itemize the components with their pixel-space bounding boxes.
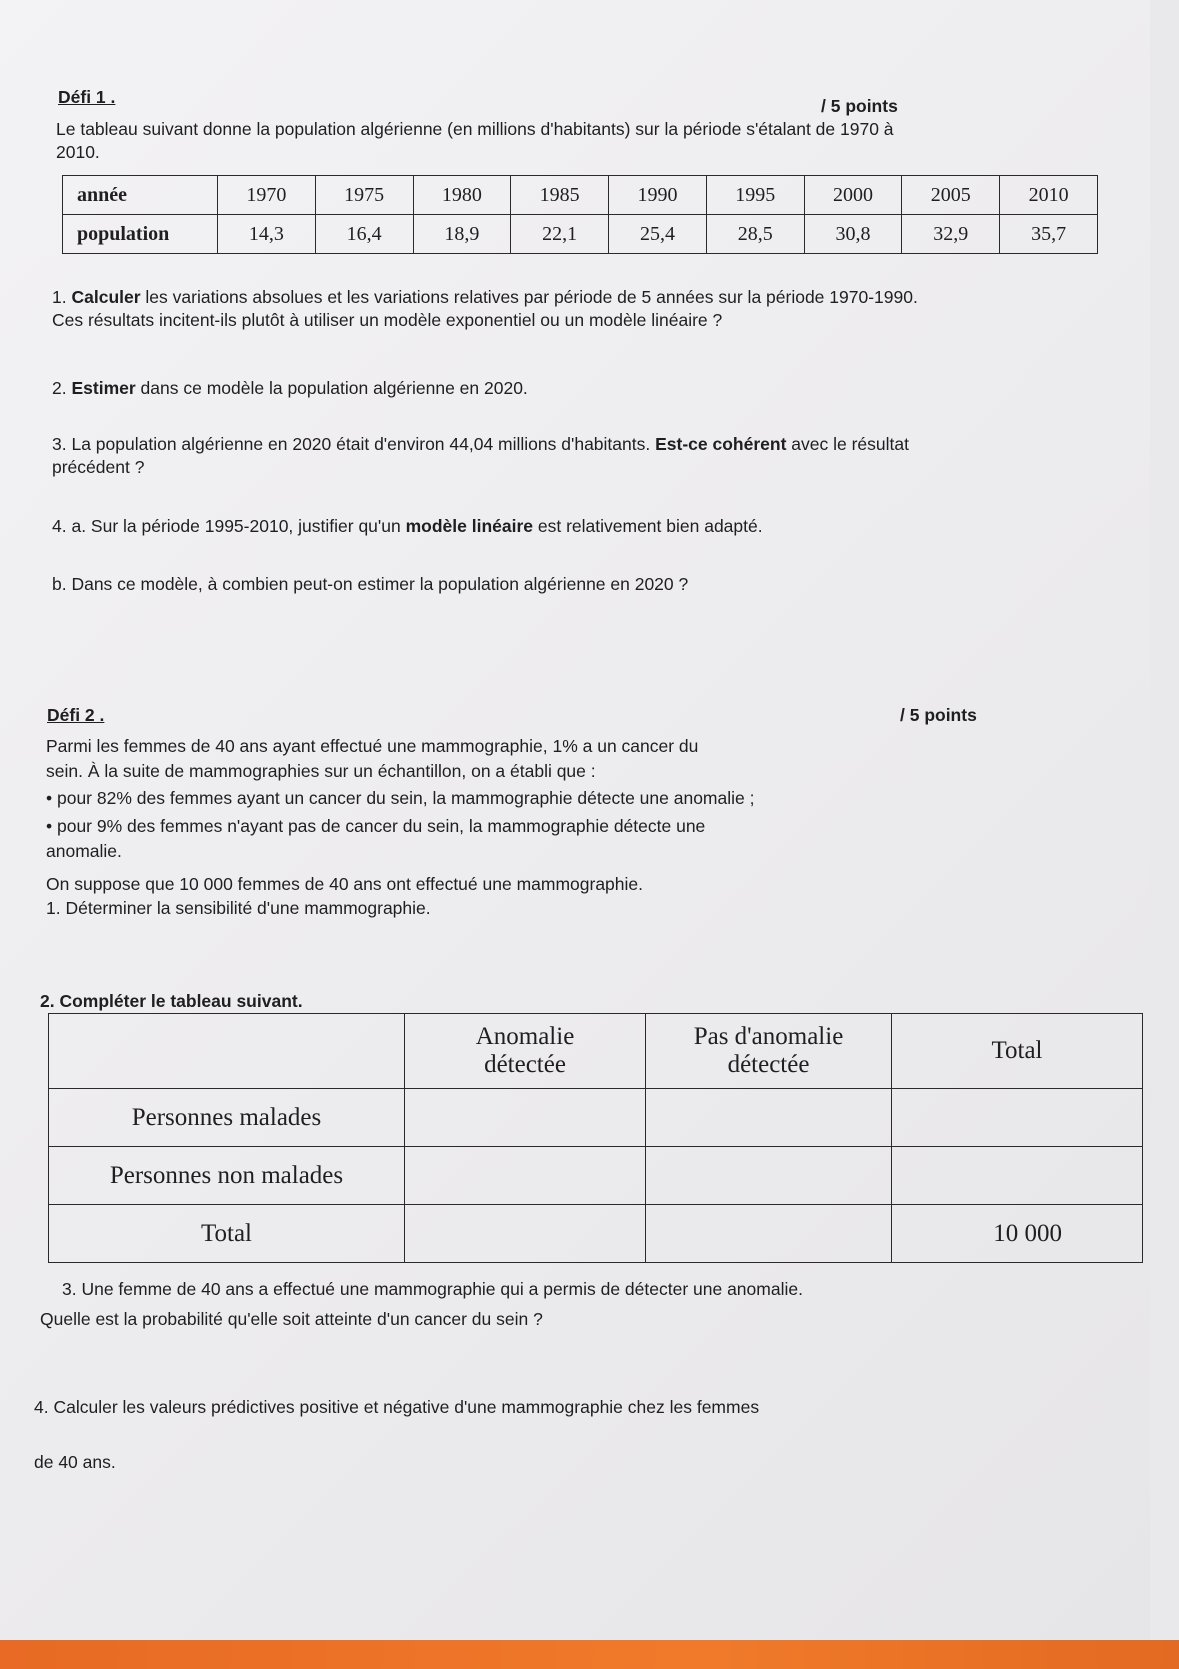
col2-line1: Pas d'anomalie bbox=[693, 1023, 844, 1050]
year-cell: 1980 bbox=[413, 176, 511, 215]
defi2-bullet-2-cont: anomalie. bbox=[46, 841, 122, 861]
answer-cell[interactable] bbox=[892, 1089, 1143, 1147]
population-table bbox=[62, 175, 1098, 254]
population-cell: 22,1 bbox=[511, 215, 609, 254]
defi1-question-4b: b. Dans ce modèle, à combien peut-on estimer la population algérienne en 2020 ? bbox=[52, 574, 689, 594]
col-header-pas-anomalie bbox=[646, 1014, 892, 1089]
defi2-bullet-2: • pour 9% des femmes n'ayant pas de cancer du sein, la mammographie détecte une bbox=[46, 816, 706, 836]
year-cell: 2010 bbox=[1000, 176, 1098, 215]
q2-number: 2. bbox=[52, 378, 67, 398]
year-cell: 1995 bbox=[706, 176, 804, 215]
col-header-anomalie bbox=[405, 1014, 646, 1089]
population-row bbox=[63, 215, 1098, 254]
defi2-question-4: 4. Calculer les valeurs prédictives positive et négative d'une mammographie chez les femmes bbox=[34, 1397, 760, 1417]
defi1-points: / 5 points bbox=[821, 96, 898, 116]
row-header-non-malades: Personnes non malades bbox=[49, 1147, 405, 1205]
col1-line1: Anomalie bbox=[475, 1023, 575, 1050]
defi2-paragraph-line1: Parmi les femmes de 40 ans ayant effectué une mammographie, 1% a un cancer du bbox=[46, 736, 699, 756]
answer-cell[interactable] bbox=[646, 1205, 892, 1263]
orange-desk-edge bbox=[0, 1640, 1179, 1669]
defi2-question-2: 2. Compléter le tableau suivant. bbox=[40, 991, 303, 1011]
answer-cell[interactable] bbox=[405, 1147, 646, 1205]
mammography-table bbox=[48, 1013, 1143, 1263]
q1-text: les variations absolues et les variations relatives par période de 5 années sur la période 1970-1990. bbox=[140, 287, 918, 307]
population-cell: 32,9 bbox=[902, 215, 1000, 254]
col-header-total: Total bbox=[892, 1014, 1143, 1089]
defi1-question-2 bbox=[52, 377, 528, 399]
answer-cell[interactable] bbox=[405, 1205, 646, 1263]
year-cell: 1970 bbox=[218, 176, 316, 215]
defi2-bullet-1: • pour 82% des femmes ayant un cancer du sein, la mammographie détecte une anomalie ; bbox=[46, 788, 755, 808]
q4a-text-end: est relativement bien adapté. bbox=[533, 516, 763, 536]
year-cell: 1990 bbox=[609, 176, 707, 215]
population-cell: 18,9 bbox=[413, 215, 511, 254]
defi2-points: / 5 points bbox=[900, 705, 977, 725]
row-label-annee: année bbox=[63, 176, 218, 215]
year-cell: 1985 bbox=[511, 176, 609, 215]
answer-cell[interactable] bbox=[646, 1089, 892, 1147]
population-cell: 16,4 bbox=[315, 215, 413, 254]
defi2-question-1: 1. Déterminer la sensibilité d'une mammographie. bbox=[46, 898, 431, 918]
defi2-paragraph-3: On suppose que 10 000 femmes de 40 ans ont effectué une mammographie. bbox=[46, 874, 644, 894]
row-header-total: Total bbox=[49, 1205, 405, 1263]
population-cell: 25,4 bbox=[609, 215, 707, 254]
q3-verb: Est-ce cohérent bbox=[655, 434, 787, 454]
empty-corner-cell bbox=[49, 1014, 405, 1089]
col2-line2: détectée bbox=[727, 1051, 810, 1078]
population-cell: 35,7 bbox=[1000, 215, 1098, 254]
q4a-text: 4. a. Sur la période 1995-2010, justifier qu'un bbox=[52, 516, 401, 536]
year-cell: 1975 bbox=[315, 176, 413, 215]
defi1-title: Défi 1 . bbox=[58, 87, 116, 107]
table-row bbox=[49, 1089, 1143, 1147]
year-cell: 2000 bbox=[804, 176, 902, 215]
q4a-emphasis: modèle linéaire bbox=[405, 516, 534, 536]
row-label-population: population bbox=[63, 215, 218, 254]
q2-text: dans ce modèle la population algérienne en 2020. bbox=[135, 378, 528, 398]
col1-line2: détectée bbox=[484, 1051, 566, 1078]
q1-number: 1. bbox=[52, 287, 67, 307]
q3-text-end: avec le résultat bbox=[786, 434, 909, 454]
q2-verb: Estimer bbox=[71, 378, 136, 398]
table-row bbox=[49, 1205, 1143, 1263]
year-row bbox=[63, 176, 1098, 215]
grand-total-cell: 10 000 bbox=[892, 1205, 1143, 1263]
defi2-question-4-line2: de 40 ans. bbox=[34, 1452, 116, 1472]
defi1-question-3-line2: précédent ? bbox=[52, 457, 145, 477]
defi1-question-4a bbox=[52, 515, 763, 537]
header-row bbox=[49, 1014, 1143, 1089]
table-row bbox=[49, 1147, 1143, 1205]
defi1-intro-line1: Le tableau suivant donne la population algérienne (en millions d'habitants) sur la période s'étalant de 1970 à bbox=[56, 119, 894, 139]
defi1-question-3 bbox=[52, 433, 909, 455]
defi1-question-1 bbox=[52, 286, 918, 308]
population-cell: 28,5 bbox=[706, 215, 804, 254]
population-cell: 30,8 bbox=[804, 215, 902, 254]
answer-cell[interactable] bbox=[405, 1089, 646, 1147]
q3-text: 3. La population algérienne en 2020 était d'environ 44,04 millions d'habitants. bbox=[52, 434, 651, 454]
q1-verb: Calculer bbox=[71, 287, 141, 307]
answer-cell[interactable] bbox=[892, 1147, 1143, 1205]
defi1-intro-line2: 2010. bbox=[56, 142, 100, 162]
answer-cell[interactable] bbox=[646, 1147, 892, 1205]
defi2-question-3-line2: Quelle est la probabilité qu'elle soit atteinte d'un cancer du sein ? bbox=[40, 1309, 543, 1329]
row-header-malades: Personnes malades bbox=[49, 1089, 405, 1147]
year-cell: 2005 bbox=[902, 176, 1000, 215]
defi2-question-3: 3. Une femme de 40 ans a effectué une mammographie qui a permis de détecter une anomalie. bbox=[62, 1279, 803, 1299]
defi1-question-1-line2: Ces résultats incitent-ils plutôt à utiliser un modèle exponentiel ou un modèle linéaire ? bbox=[52, 310, 723, 330]
defi2-title: Défi 2 . bbox=[47, 705, 105, 725]
defi2-paragraph-line2: sein. À la suite de mammographies sur un échantillon, on a établi que : bbox=[46, 761, 596, 781]
population-cell: 14,3 bbox=[218, 215, 316, 254]
